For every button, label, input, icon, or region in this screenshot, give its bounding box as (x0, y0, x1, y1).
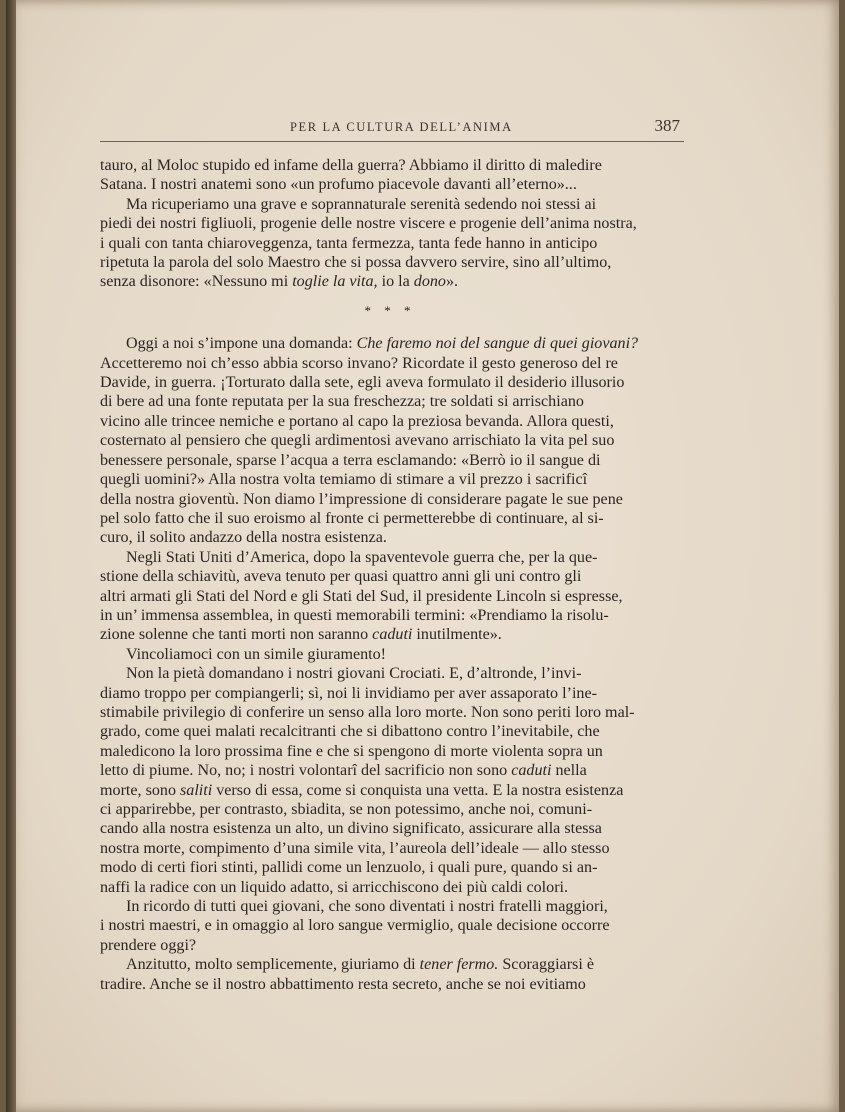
text-line: stione della schiavitù, aveva tenuto per quasi quattro anni gli uni contro gli (100, 568, 582, 586)
text-line: grado, come quei malati recalcitranti che si dibattono contro l’inevitabile, che (100, 723, 600, 741)
text-line: i nostri maestri, e in omaggio al loro sangue vermiglio, quale decisione occorre (100, 917, 610, 935)
text-line: altri armati gli Stati del Nord e gli Stati del Sud, il presidente Lincoln si espresse, (100, 587, 623, 605)
text-line: in un’ immensa assemblea, in questi memorabili termini: «Prendiamo la risolu- (100, 606, 609, 624)
text-line: prendere oggi? (100, 936, 197, 954)
paragraph-8 (100, 955, 680, 994)
text-line: tradire. Anche se il nostro abbattimento resta secreto, anche se noi evitiamo (100, 975, 586, 993)
text-line: vicino alle trincee nemiche e portano al capo la preziosa bevanda. Allora questi, (100, 412, 614, 430)
paragraph-4 (100, 548, 680, 645)
text-line: modo di certi fiori stinti, pallidi come un lenzuolo, i quali pure, quando si an- (100, 859, 598, 877)
paragraph-2 (100, 195, 680, 292)
text-line: Vincoliamoci con un simile giuramento! (126, 645, 387, 663)
text-line: costernato al pensiero che quegli ardimentosi avevano arrischiato la vita pel suo (100, 432, 615, 450)
paragraph-7 (100, 897, 680, 955)
paragraph-3 (100, 334, 680, 547)
text-line: Negli Stati Uniti d’America, dopo la spaventevole guerra che, per la que- (126, 548, 598, 566)
text-line: i quali con tanta chiaroveggenza, tanta fermezza, tanta fede hanno in anticipo (100, 234, 598, 252)
text-line: della nostra gioventù. Non diamo l’impressione di considerare pagate le sue pene (100, 490, 623, 508)
text-line: ci apparirebbe, per contrasto, sbiadita, se non potessimo, anche noi, comuni- (100, 801, 593, 818)
text-line: Oggi a noi s’impone una domanda: Che faremo noi del sangue di quei giovani? (126, 335, 639, 353)
text-line: maledicono la loro prossima fine e che si spengono di morte violenta sopra un (100, 742, 603, 760)
header-rule (100, 141, 684, 142)
text-line: curo, il solito andazzo della nostra esistenza. (100, 529, 387, 547)
text-line: Accetteremo noi ch’esso abbia scorso invano? Ricordate il gesto generoso del re (100, 354, 618, 372)
text-line: di bere ad una fonte reputata per la sua freschezza; tre soldati si arrischiano (100, 393, 584, 411)
text-line: nostra morte, compimento d’una simile vita, l’aureola dell’ideale — allo stesso (100, 839, 610, 857)
text-line: In ricordo di tutti quei giovani, che sono diventati i nostri fratelli maggiori, (126, 898, 608, 916)
running-head (100, 116, 684, 140)
paragraph-6 (100, 664, 680, 897)
text-line: Ma ricuperiamo una grave e soprannaturale serenità sedendo noi stessi ai (126, 195, 597, 213)
book-page (6, 0, 839, 1112)
section-break: * * * (364, 302, 416, 318)
text-line: cando alla nostra esistenza un alto, un divino significato, assicurare alla stessa (100, 820, 602, 838)
text-line: zione solenne che tanti morti non saranno caduti inutilmente». (100, 626, 502, 644)
text-line: letto di piume. No, no; i nostri volontarî del sacrificio non sono caduti nella (100, 762, 587, 780)
text-line: ripetuta la parola del solo Maestro che si possa davvero servire, sino all’ultimo, (100, 254, 612, 272)
text-line: Davide, in guerra. ¡Torturato dalla sete, egli aveva formulato il desiderio illusorio (100, 374, 625, 392)
paragraph-1 (100, 156, 680, 195)
paragraph-5 (100, 645, 680, 664)
text-line: pel solo fatto che il suo eroismo al fronte ci permetterebbe di continuare, al si- (100, 509, 604, 527)
text-line: diamo troppo per compiangerli; sì, noi li invidiamo per aver assaporato l’ine- (100, 684, 597, 702)
text-line: Non la pietà domandano i nostri giovani Crociati. E, d’altronde, l’invi- (126, 665, 582, 683)
page-number: 387 (654, 116, 680, 135)
text-line: Anzitutto, molto semplicemente, giuriamo di tener fermo. Scoraggiarsi è (126, 956, 594, 974)
text-line: stimabile privilegio di conferire un senso alla loro morte. Non sono periti loro mal- (100, 703, 635, 721)
text-line: morte, sono saliti verso di essa, come si conquista una vetta. E la nostra esistenza (100, 781, 624, 799)
text-line: tauro, al Moloc stupido ed infame della guerra? Abbiamo il diritto di maledire (100, 157, 602, 174)
text-line: senza disonore: «Nessuno mi toglie la vita, io la dono». (100, 273, 459, 291)
text-line: Satana. I nostri anatemi sono «un profumo piacevole davanti all’eterno»... (100, 176, 577, 194)
body-text (100, 156, 680, 994)
book-binding (6, 0, 16, 1112)
text-line: naffi la radice con un liquido adatto, si arricchiscono dei più caldi colori. (100, 878, 569, 896)
running-title: PER LA CULTURA DELL’ANIMA (290, 120, 513, 134)
text-line: piedi dei nostri figliuoli, progenie delle nostre viscere e progenie dell’anima nostra, (100, 215, 637, 233)
text-line: quegli uomini?» Alla nostra volta temiamo di stimare a vil prezzo i sacrificî (100, 471, 588, 489)
text-line: benessere personale, sparse l’acqua a terra esclamando: «Berrò io il sangue di (100, 451, 601, 469)
